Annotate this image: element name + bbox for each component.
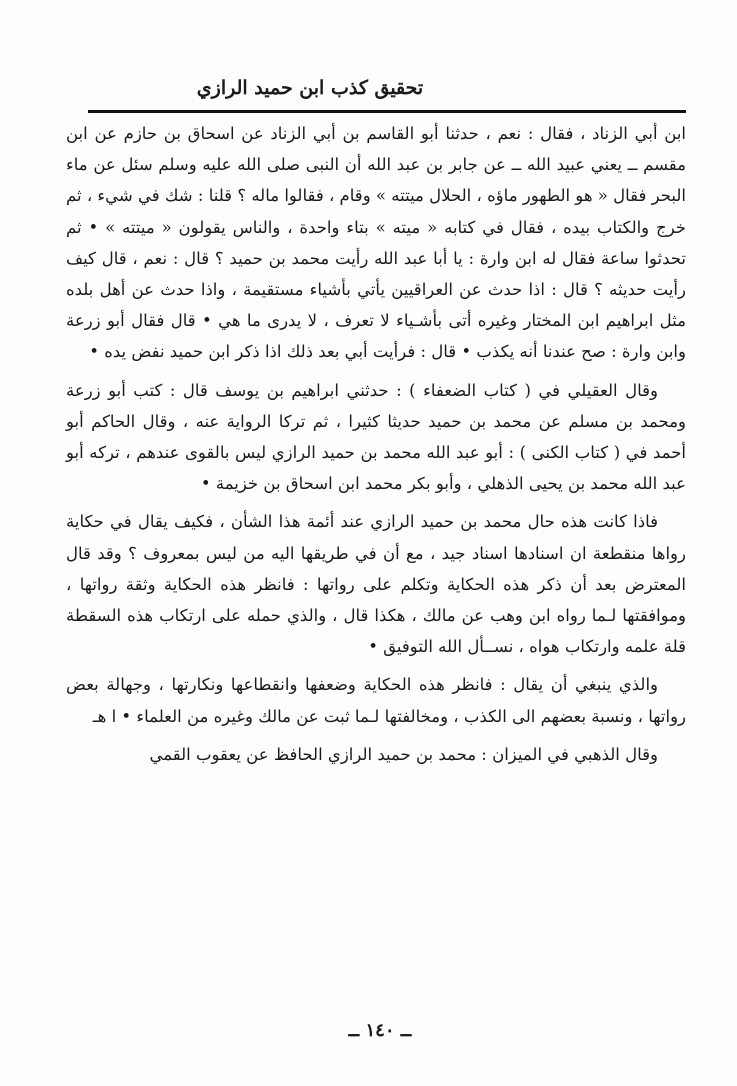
header-divider	[88, 110, 686, 113]
paragraph-continuation: ابن أبي الزناد ، فقال : نعم ، حدثنا أبو القاسم بن أبي الزناد عن اسحاق بن حازم عن ابن مقسم ــ يعني عبيد الله ــ عن جابر بن عبد الله أن النبى صلى الله عليه وسلم سئل عن ماء البحر فقال « هو الطهور ماؤه ، الحلال ميتته » وقام ، فقالوا ماله ؟ قلنا : شك في شيء ، ثم خرج والكتاب بيده ، فقال في كتابه « ميته » بتاء واحدة ، والناس يقولون « ميتته » • ثم تحدثوا ساعة فقال له ابن وارة : يا أبا عبد الله رأيت محمد بن حميد ؟ قال : نعم ، قال كيف رأيت حديثه ؟ قال : اذا حدث عن العراقيين يأتي بأشياء مستقيمة ، واذا حدث عن أهل بلده مثل ابراهيم ابن المختار وغيره أتى بأشـياء لا تعرف ، لا يدرى ما هي • قال فقال أبو زرعة وابن وارة : صح عندنا أنه يكذب • قال : فرأيت أبي بعد ذلك اذا ذكر ابن حميد نفض يده •	[66, 124, 686, 362]
paragraph-dhahabi: وقال الذهبي في الميزان : محمد بن حميد الرازي الحافظ عن يعقوب القمي	[149, 744, 658, 764]
paragraph-uqayli: وقال العقيلي في ( كتاب الضعفاء ) : حدثني ابراهيم بن يوسف قال : كتب أبو زرعة ومحمد بن مسلم عن محمد بن حميد حديثا كثيرا ، ثم تركا الرواية عنه ، وقال الحاكم أبو أحمد في ( كتاب الكنى ) : أبو عبد الله محمد بن حميد الرازي ليس بالقوى عندهم ، تركه أبو عبد الله محمد بن يحيى الذهلي ، وأبو بكر محمد ابن اسحاق بن خزيمة •	[66, 380, 686, 494]
running-header-title: تحقيق كذب ابن حميد الرازي	[196, 77, 424, 99]
paragraph-conclusion: والذي ينبغي أن يقال : فانظر هذه الحكاية وضعفها وانقطاعها ونكارتها ، وجهالة بعض رواتها ، ونسبة بعضهم الى الكذب ، ومخالفتها لـما ثبت عن مالك وغيره من العلماء • ا هـ	[66, 675, 686, 726]
page-number: ــ ١٤٠ ــ	[348, 1020, 412, 1041]
paragraph-critique: فاذا كانت هذه حال محمد بن حميد الرازي عند أئمة هذا الشأن ، فكيف يقال في حكاية رواها منقطعة ان اسنادها اسناد جيد ، مع أن في طريقها اليه من ليس بمعروف ؟ وقد قال المعترض بعد أن ذكر هذه الحكاية وتكلم على رواتها : فانظر هذه الحكاية وثقة رواتها ، وموافقتها لـما رواه ابن وهب عن مالك ، هكذا قال ، والذي حمله على ارتكاب هذه السقطة قلة علمه وارتكاب هواه ، نســأل الله التوفيق •	[66, 512, 686, 657]
page-body	[66, 118, 686, 770]
